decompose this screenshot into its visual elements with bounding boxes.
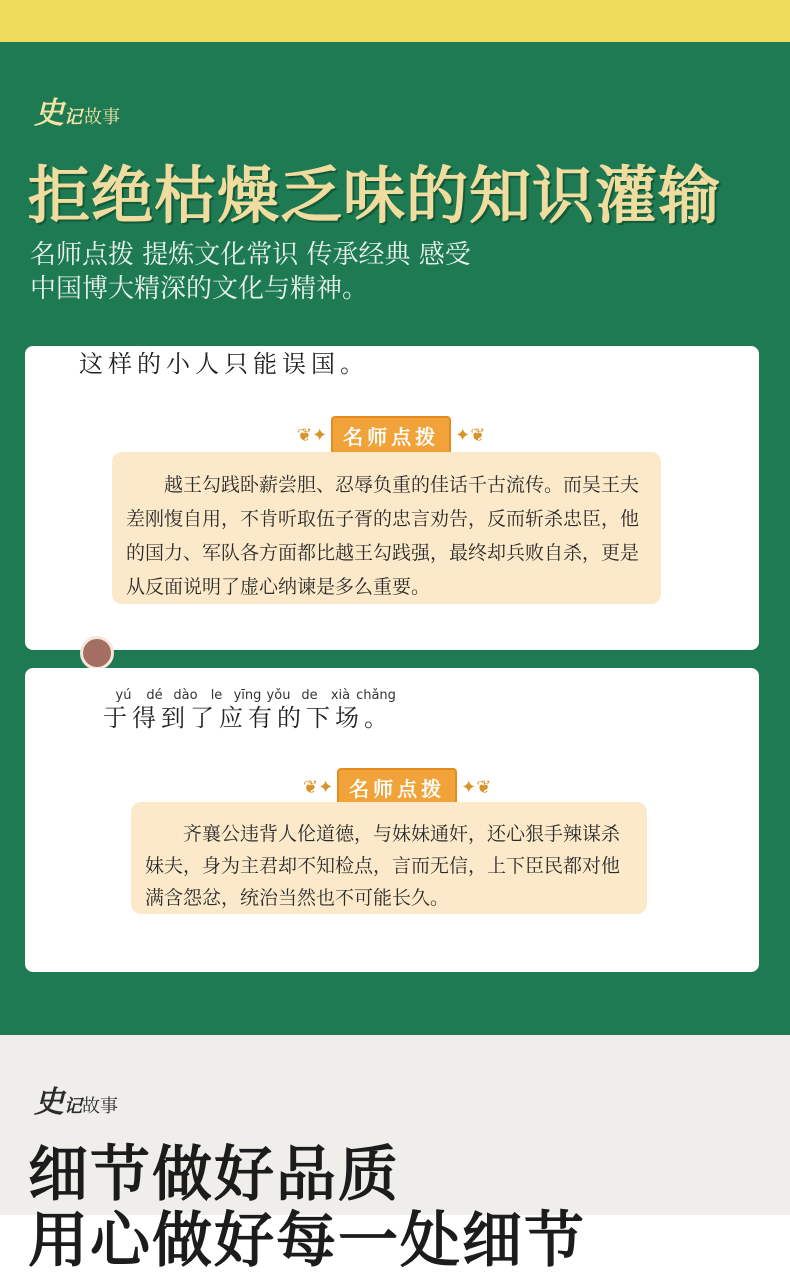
bottom-headline: 细节做好品质: [28, 1140, 400, 1210]
brand-char-ji: 记: [64, 1096, 82, 1117]
brand-tail: 故事: [84, 107, 120, 128]
pinyin: yú: [115, 688, 132, 703]
story-text-line: 这样的小人只能误国。: [79, 350, 369, 378]
teacher-tip-text: 齐襄公违背人伦道德，与妹妹通奸，还心狠手辣谋杀妹夫，身为主君却不知检点，言而无信，上下臣民都对他满含怨忿，统治当然也不可能长久。: [145, 823, 621, 909]
bottom-section: [0, 1035, 790, 1276]
pinyin-row: [108, 688, 396, 703]
pinyin: le: [210, 688, 223, 703]
brand-char-shi: 史: [34, 1085, 64, 1120]
ornament-left-icon: ❦✦: [297, 425, 328, 446]
story-text-line: 于得到了应有的下场。: [103, 704, 393, 732]
bottom-headline-2: 用心做好每一处细节: [28, 1206, 586, 1276]
brand-tail: 故事: [82, 1096, 118, 1117]
pinyin: xià: [330, 688, 351, 703]
top-yellow-band: [0, 0, 790, 42]
pinyin: dé: [146, 688, 163, 703]
brand-logo: [34, 88, 120, 132]
sample-page-card-1: [25, 346, 759, 650]
pinyin: yǒu: [266, 688, 291, 703]
subtitle-line-2: 中国博大精深的文化与精神。: [30, 274, 369, 304]
subtitle-line-1: 名师点拨 提炼文化常识 传承经典 感受: [30, 240, 471, 270]
subtitle: [30, 238, 471, 306]
sample-page-card-2: [25, 668, 759, 972]
teacher-tip-text: 越王勾践卧薪尝胆、忍辱负重的佳话千古流传。而吴王夫差刚愎自用，不肯听取伍子胥的忠言劝告，反而斩杀忠臣，他的国力、军队各方面都比越王勾践强，最终却兵败自杀，更是从反面说明了虚心纳谏是多么重要。: [126, 474, 640, 598]
teacher-tip-note: [112, 452, 661, 604]
ornament-right-icon: ✦❦: [461, 777, 492, 798]
teacher-tip-pill: 名师点拨: [331, 416, 451, 455]
teacher-tip-pill: 名师点拨: [337, 768, 457, 807]
page-headline: 拒绝枯燥乏味的知识灌输: [28, 159, 722, 232]
ornament-right-icon: ✦❦: [455, 425, 486, 446]
teacher-tip-note: [131, 802, 647, 914]
brand-char-ji: 记: [64, 107, 82, 128]
brand-logo: [34, 1077, 118, 1121]
pinyin: yīng: [233, 688, 262, 703]
pinyin: de: [301, 688, 318, 703]
chapter-badge-icon: [80, 636, 114, 670]
brand-char-shi: 史: [34, 96, 64, 131]
pinyin: dào: [173, 688, 198, 703]
pinyin: chǎng: [356, 688, 396, 703]
ornament-left-icon: ❦✦: [303, 777, 334, 798]
teacher-tip-label: [297, 416, 485, 455]
